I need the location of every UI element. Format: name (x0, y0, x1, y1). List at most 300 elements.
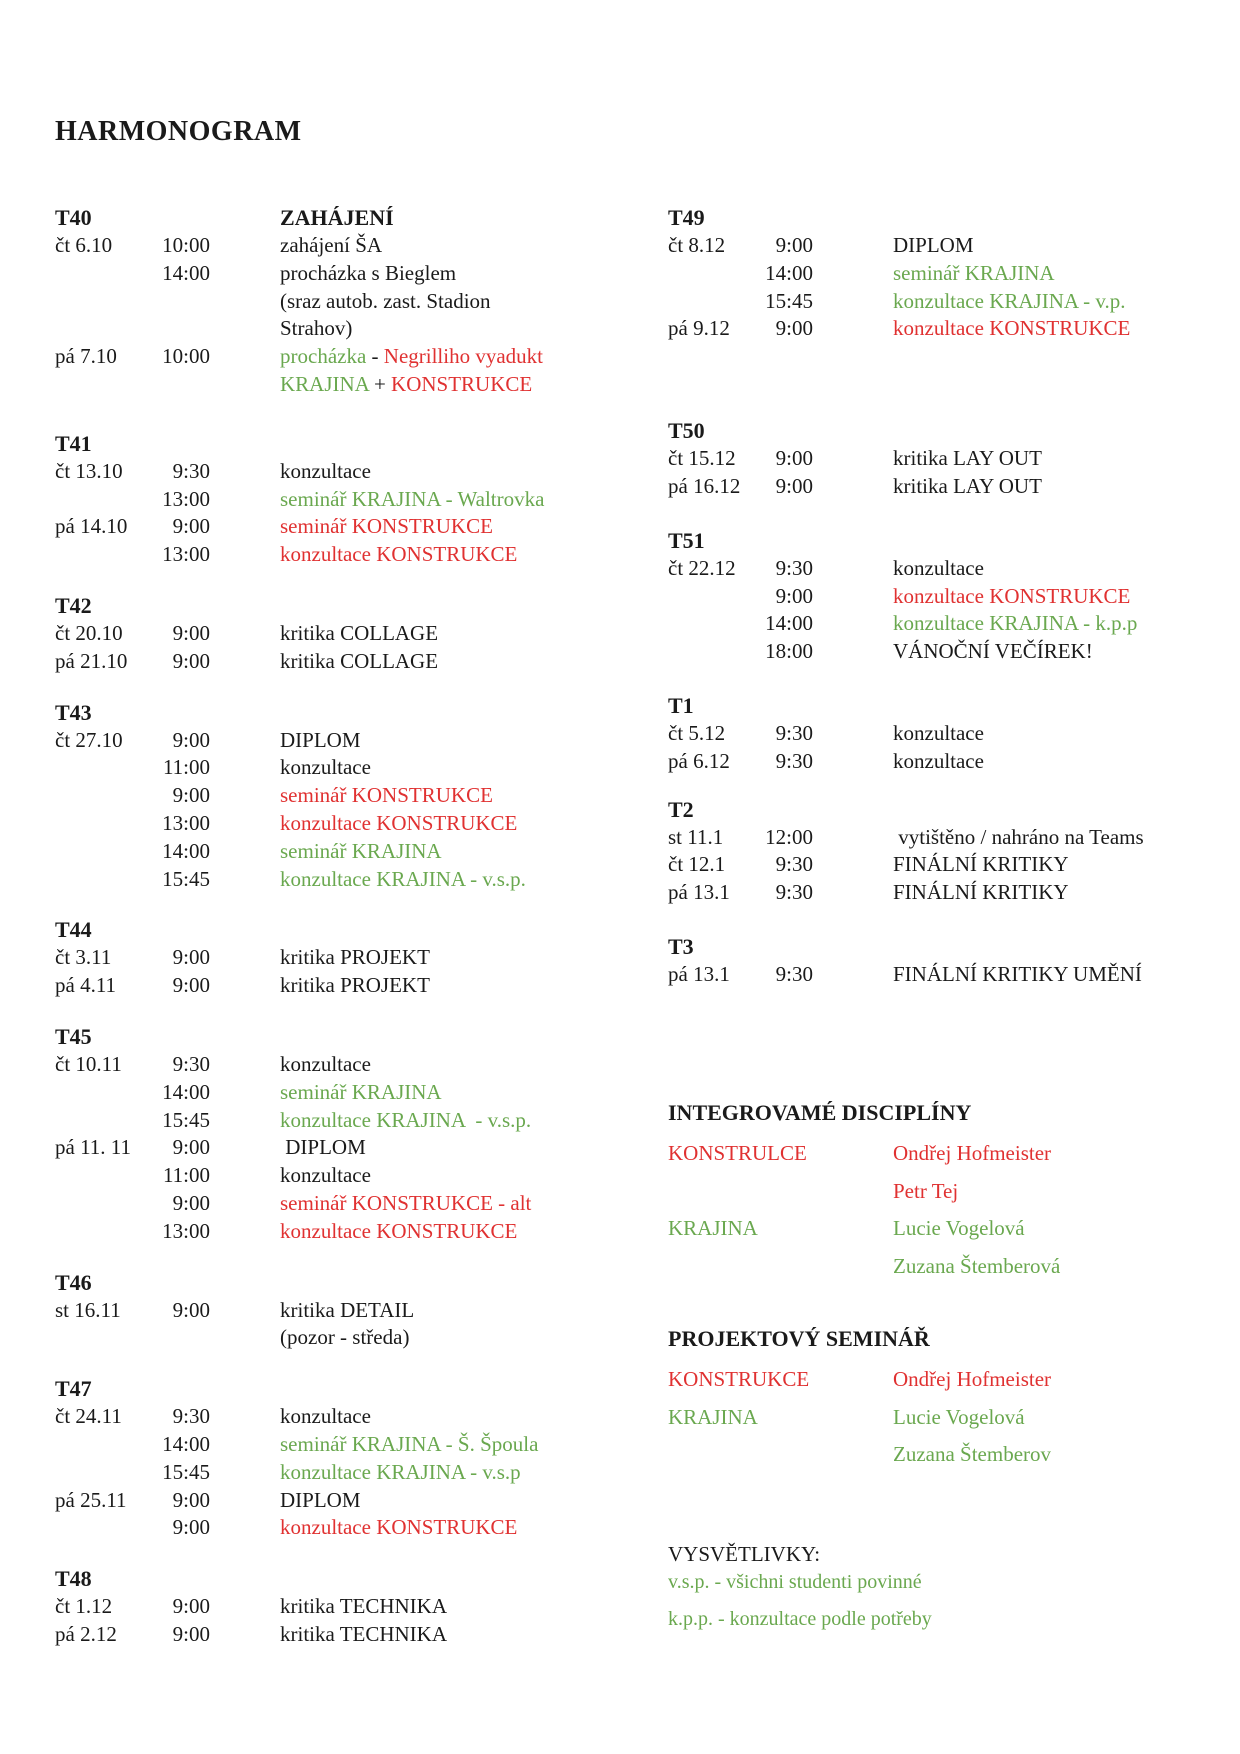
schedule-row (55, 810, 615, 838)
row-day: pá 7.10 (55, 344, 117, 369)
schedule-row (668, 315, 1228, 343)
row-activity (893, 851, 1069, 879)
schedule-row (668, 720, 1228, 748)
activity-segment: DIPLOM (893, 233, 974, 257)
schedule-row (55, 1218, 615, 1246)
schedule-row (55, 648, 615, 676)
schedule-row (55, 972, 615, 1000)
activity-segment: konzultace (893, 748, 984, 773)
row-activity (280, 727, 361, 755)
row-day: čt 10.11 (55, 1051, 122, 1076)
row-time: 9:00 (172, 1190, 210, 1215)
schedule-row (55, 944, 615, 972)
activity-segment: konzultace KONSTRUKCE (280, 810, 518, 835)
activity-segment: kritika LAY OUT (893, 473, 1042, 498)
schedule-row (668, 583, 1228, 611)
week-number: T47 (55, 1376, 92, 1402)
schedule-row (55, 1134, 615, 1162)
row-activity (280, 343, 543, 371)
row-activity (280, 288, 491, 316)
row-time: 9:30 (775, 555, 813, 580)
row-time: 9:00 (775, 316, 813, 341)
activity-segment: VÁNOČNÍ VEČÍREK! (893, 639, 1093, 664)
discipline-label: KRAJINA (668, 1216, 758, 1240)
schedule-row (55, 866, 615, 894)
activity-segment: KONSTRUKCE (391, 371, 533, 396)
row-day: čt 12.1 (668, 852, 726, 877)
row-activity (280, 1593, 447, 1621)
row-time: 9:00 (172, 783, 210, 808)
row-activity (893, 583, 1130, 611)
row-day: pá 11. 11 (55, 1135, 132, 1160)
row-activity (280, 1134, 366, 1162)
row-day: čt 13.10 (55, 458, 123, 483)
row-time: 9:00 (172, 1297, 210, 1322)
week-number: T43 (55, 699, 92, 725)
week-number: T51 (668, 527, 705, 553)
row-activity (280, 866, 526, 894)
schedule-row (55, 1079, 615, 1107)
row-time: 9:00 (775, 583, 813, 608)
teacher-name: Ondřej Hofmeister (893, 1141, 1052, 1165)
discipline-row (668, 1138, 1228, 1176)
row-activity (893, 879, 1069, 907)
row-activity (280, 810, 517, 838)
row-activity (280, 1431, 538, 1459)
activity-segment: DIPLOM (280, 1487, 361, 1512)
schedule-row (668, 961, 1228, 989)
week-number: T3 (668, 933, 694, 959)
row-activity (280, 1162, 371, 1190)
row-time: 9:00 (775, 446, 813, 471)
row-time: 9:30 (172, 1051, 210, 1076)
week-t41 (55, 430, 615, 569)
row-time: 9:00 (172, 973, 210, 998)
week-t1 (668, 692, 1228, 776)
week-number: T40 (55, 205, 92, 230)
week-label (55, 1023, 615, 1051)
schedule-row (668, 824, 1228, 852)
week-label (55, 1375, 615, 1403)
schedule-row (668, 851, 1228, 879)
row-activity (280, 782, 493, 810)
activity-segment: konzultace (893, 555, 984, 580)
week-label (55, 916, 615, 944)
row-activity (280, 838, 442, 866)
week-label (668, 204, 1228, 232)
row-day: pá 2.12 (55, 1621, 117, 1646)
row-activity (893, 473, 1042, 501)
activity-segment: seminář KRAJINA - Waltrovka (280, 486, 545, 511)
week-label (55, 592, 615, 620)
row-time: 15:45 (162, 866, 210, 891)
activity-segment: + (368, 371, 392, 396)
row-activity (893, 232, 974, 260)
teacher-name: Petr Tej (893, 1178, 959, 1203)
row-time: 9:00 (172, 514, 210, 539)
week-t45 (55, 1023, 615, 1246)
row-time: 9:00 (172, 648, 210, 673)
activity-segment: kritika TECHNIKA (280, 1621, 448, 1646)
week-t49 (668, 204, 1228, 343)
week-number: T48 (55, 1566, 92, 1592)
row-activity (280, 260, 456, 288)
schedule-row (55, 1190, 615, 1218)
activity-segment: konzultace KRAJINA - v.s.p. (280, 866, 526, 891)
activity-segment: seminář KRAJINA - Š. Špoula (280, 1431, 539, 1456)
week-t44 (55, 916, 615, 1000)
week-label (55, 430, 615, 458)
schedule-row (668, 260, 1228, 288)
schedule-row (55, 1593, 615, 1621)
schedule-row (55, 1621, 615, 1649)
week-t40 (55, 204, 615, 399)
row-activity (893, 638, 1093, 666)
row-activity (280, 1324, 409, 1352)
row-day: čt 6.10 (55, 233, 113, 257)
row-activity (893, 824, 1144, 852)
week-label (668, 417, 1228, 445)
activity-segment: Negrilliho vyadukt (383, 344, 544, 369)
activity-segment: konzultace KRAJINA - v.s.p. (280, 1107, 532, 1132)
activity-segment: vytištěno / nahráno na Teams (893, 824, 1144, 849)
schedule-row (55, 782, 615, 810)
schedule-row (55, 1297, 615, 1325)
activity-segment: seminář KONSTRUKCE (280, 783, 493, 808)
row-time: 18:00 (765, 639, 813, 664)
row-activity (280, 944, 430, 972)
activity-segment: kritika PROJEKT (280, 945, 430, 970)
row-time: 9:00 (172, 1487, 210, 1512)
schedule-row (55, 1431, 615, 1459)
schedule-row (55, 260, 615, 288)
row-time: 14:00 (765, 611, 813, 636)
week-number: T2 (668, 796, 694, 822)
row-activity (280, 1190, 531, 1218)
schedule-row (55, 1459, 615, 1487)
row-time: 9:00 (172, 1594, 210, 1619)
week-t43 (55, 699, 615, 894)
schedule-row (55, 371, 615, 399)
schedule-row (55, 343, 615, 371)
row-time: 10:00 (162, 233, 210, 257)
teacher-name: Zuzana Štemberov (893, 1442, 1052, 1466)
week-number: T42 (55, 592, 92, 618)
discipline-label: KONSTRULCE (668, 1141, 807, 1165)
row-activity (280, 513, 493, 541)
row-activity (280, 754, 371, 782)
activity-segment: konzultace KONSTRUKCE (280, 1218, 518, 1243)
row-day: čt 24.11 (55, 1404, 122, 1429)
week-t50 (668, 417, 1228, 501)
schedule-row (55, 315, 615, 343)
row-time: 9:30 (775, 961, 813, 986)
week-t48 (55, 1565, 615, 1649)
activity-segment: konzultace (280, 458, 371, 483)
row-activity (280, 1051, 371, 1079)
row-day: pá 25.11 (55, 1487, 127, 1512)
row-time: 9:30 (775, 880, 813, 905)
integrated-disciplines-title: INTEGROVAMÉ DISCIPLÍNY (668, 1100, 972, 1125)
discipline-row (668, 1364, 1228, 1402)
activity-segment: kritika COLLAGE (280, 648, 439, 673)
week-number: T41 (55, 430, 92, 456)
integrated-disciplines-section (668, 1100, 1228, 1288)
row-activity (893, 720, 984, 748)
row-time: 10:00 (162, 344, 210, 369)
activity-segment: - (366, 344, 384, 369)
activity-segment: DIPLOM (280, 727, 361, 752)
row-time: 9:00 (172, 1135, 210, 1160)
row-time: 12:00 (765, 824, 813, 849)
row-day: st 16.11 (55, 1297, 121, 1322)
row-time: 9:00 (172, 945, 210, 970)
week-number: T46 (55, 1269, 92, 1295)
row-time: 9:00 (172, 1621, 210, 1646)
week-number: T1 (668, 692, 694, 718)
row-time: 9:00 (172, 620, 210, 645)
row-time: 9:30 (775, 748, 813, 773)
discipline-label: KRAJINA (668, 1404, 758, 1429)
week-heading: ZAHÁJENÍ (280, 205, 394, 230)
row-day: čt 3.11 (55, 945, 112, 970)
project-seminar-section (668, 1326, 1228, 1477)
row-activity (893, 315, 1130, 343)
project-seminar-title: PROJEKTOVÝ SEMINÁŘ (668, 1326, 930, 1351)
row-time: 13:00 (162, 810, 210, 835)
schedule-row (668, 879, 1228, 907)
schedule-row (55, 486, 615, 514)
row-activity (280, 1218, 517, 1246)
discipline-label: KONSTRUKCE (668, 1367, 810, 1391)
row-day: pá 13.1 (668, 880, 730, 905)
row-time: 15:45 (765, 288, 813, 313)
activity-segment: kritika DETAIL (280, 1297, 415, 1322)
row-day: pá 21.10 (55, 648, 128, 673)
discipline-row (668, 1402, 1228, 1440)
teacher-name: Zuzana Štemberová (893, 1253, 1061, 1278)
activity-segment: seminář KRAJINA (893, 260, 1055, 285)
week-t47 (55, 1375, 615, 1542)
row-activity (893, 260, 1055, 288)
schedule-row (55, 458, 615, 486)
legend-section (668, 1540, 1228, 1634)
schedule-row (55, 1324, 615, 1352)
teacher-name: Lucie Vogelová (893, 1216, 1025, 1240)
week-t2 (668, 796, 1228, 907)
row-activity (280, 1297, 414, 1325)
row-activity (280, 315, 352, 343)
row-time: 14:00 (162, 1079, 210, 1104)
week-number: T49 (668, 205, 705, 230)
schedule-row (55, 1107, 615, 1135)
row-activity (280, 648, 438, 676)
row-time: 11:00 (162, 755, 210, 780)
row-time: 9:00 (775, 473, 813, 498)
schedule-row (55, 1051, 615, 1079)
row-time: 15:45 (162, 1107, 210, 1132)
activity-segment: (pozor - středa) (280, 1325, 410, 1350)
schedule-row (55, 232, 615, 260)
row-time: 13:00 (162, 1218, 210, 1243)
row-activity (280, 972, 430, 1000)
row-activity (280, 1107, 531, 1135)
schedule-row (55, 620, 615, 648)
activity-segment: kritika TECHNIKA (280, 1594, 448, 1619)
row-activity (280, 371, 532, 399)
row-day: pá 4.11 (55, 973, 117, 998)
row-time: 9:30 (172, 458, 210, 483)
week-label (668, 933, 1228, 961)
row-activity (280, 1514, 517, 1542)
row-day: čt 20.10 (55, 620, 123, 645)
activity-segment: kritika LAY OUT (893, 446, 1042, 471)
activity-segment: konzultace KONSTRUKCE (893, 316, 1131, 341)
week-label (668, 527, 1228, 555)
activity-segment: kritika COLLAGE (280, 620, 439, 645)
row-day: st 11.1 (668, 824, 724, 849)
discipline-row (668, 1176, 1228, 1214)
row-activity (280, 1403, 371, 1431)
row-day: pá 9.12 (668, 316, 730, 341)
schedule-row (668, 638, 1228, 666)
row-activity (893, 961, 1142, 989)
row-time: 14:00 (162, 1431, 210, 1456)
activity-segment: konzultace KRAJINA - v.p. (893, 288, 1126, 313)
row-day: čt 1.12 (55, 1594, 113, 1619)
activity-segment: zahájení ŠA (280, 233, 383, 257)
activity-segment: konzultace (893, 720, 984, 745)
activity-segment: seminář KONSTRUKCE (280, 514, 493, 539)
row-activity (893, 610, 1137, 638)
week-label (55, 1269, 615, 1297)
row-time: 9:00 (172, 1515, 210, 1540)
schedule-row (55, 727, 615, 755)
row-time: 14:00 (162, 260, 210, 285)
row-activity (280, 486, 544, 514)
row-activity (280, 458, 371, 486)
row-time: 9:00 (172, 727, 210, 752)
row-day: pá 16.12 (668, 473, 741, 498)
activity-segment: kritika PROJEKT (280, 973, 430, 998)
activity-segment: Strahov) (280, 316, 353, 341)
row-activity (280, 1079, 442, 1107)
activity-segment: FINÁLNÍ KRITIKY (893, 852, 1069, 877)
activity-segment: seminář KRAJINA (280, 1079, 442, 1104)
activity-segment: procházka s Bieglem (280, 260, 457, 285)
schedule-row (55, 1514, 615, 1542)
row-activity (280, 1487, 361, 1515)
schedule-row (55, 513, 615, 541)
discipline-row (668, 1213, 1228, 1251)
activity-segment: konzultace KRAJINA - k.p.p (893, 611, 1138, 636)
schedule-row (668, 473, 1228, 501)
week-label (668, 796, 1228, 824)
schedule-row (668, 555, 1228, 583)
activity-segment: konzultace KRAJINA - v.s.p (280, 1459, 521, 1484)
legend-kpp: k.p.p. - konzultace podle potřeby (668, 1608, 932, 1630)
week-label (55, 1565, 615, 1593)
schedule-row (668, 610, 1228, 638)
row-day: čt 15.12 (668, 446, 736, 471)
activity-segment: seminář KRAJINA (280, 838, 442, 863)
activity-segment: konzultace (280, 1163, 371, 1188)
activity-segment: (sraz autob. zast. Stadion (280, 288, 491, 313)
discipline-row (668, 1439, 1228, 1477)
teacher-name: Lucie Vogelová (893, 1404, 1025, 1429)
schedule-row (668, 232, 1228, 260)
schedule-row (55, 1403, 615, 1431)
row-activity (280, 232, 382, 260)
row-day: čt 27.10 (55, 727, 123, 752)
week-t51 (668, 527, 1228, 666)
activity-segment: seminář KONSTRUKCE - alt (280, 1190, 532, 1215)
schedule-row (668, 748, 1228, 776)
activity-segment: FINÁLNÍ KRITIKY (893, 880, 1069, 905)
activity-segment: konzultace (280, 1051, 371, 1076)
integrated-disciplines-list (668, 1138, 1228, 1288)
legend-vsp: v.s.p. - všichni studenti povinné (668, 1571, 922, 1593)
schedule-row (668, 445, 1228, 473)
schedule-row (55, 541, 615, 569)
week-number: T44 (55, 917, 92, 943)
week-label (55, 204, 615, 232)
activity-segment: konzultace KONSTRUKCE (893, 583, 1131, 608)
legend-title: VYSVĚTLIVKY: (668, 1542, 821, 1566)
schedule-row (55, 838, 615, 866)
row-activity (280, 1459, 521, 1487)
project-seminar-list (668, 1364, 1228, 1477)
row-day: pá 14.10 (55, 514, 128, 539)
week-label (55, 699, 615, 727)
week-number: T45 (55, 1023, 92, 1049)
week-t3 (668, 933, 1228, 989)
discipline-row (668, 1251, 1228, 1289)
row-time: 9:30 (172, 1404, 210, 1429)
week-label (668, 692, 1228, 720)
row-activity (280, 620, 438, 648)
activity-segment: DIPLOM (280, 1135, 366, 1160)
schedule-row (55, 288, 615, 316)
row-day: pá 13.1 (668, 961, 730, 986)
row-activity (893, 748, 984, 776)
schedule-row (55, 1162, 615, 1190)
row-time: 14:00 (765, 260, 813, 285)
activity-segment: procházka (280, 344, 367, 369)
row-activity (893, 445, 1042, 473)
row-activity (280, 541, 517, 569)
activity-segment: FINÁLNÍ KRITIKY UMĚNÍ (893, 961, 1142, 986)
row-time: 13:00 (162, 486, 210, 511)
row-day: čt 22.12 (668, 555, 736, 580)
row-time: 11:00 (162, 1163, 210, 1188)
teacher-name: Ondřej Hofmeister (893, 1367, 1052, 1391)
row-time: 9:30 (775, 852, 813, 877)
row-activity (893, 555, 984, 583)
activity-segment: konzultace (280, 1404, 371, 1429)
activity-segment: konzultace KONSTRUKCE (280, 542, 518, 567)
schedule-row (668, 288, 1228, 316)
schedule-left-column (55, 204, 615, 1649)
week-number: T50 (668, 418, 705, 444)
row-time: 9:00 (775, 233, 813, 257)
activity-segment: konzultace (280, 755, 371, 780)
week-t42 (55, 592, 615, 676)
row-time: 14:00 (162, 838, 210, 863)
row-day: čt 5.12 (668, 720, 726, 745)
row-time: 13:00 (162, 542, 210, 567)
schedule-row (55, 1487, 615, 1515)
